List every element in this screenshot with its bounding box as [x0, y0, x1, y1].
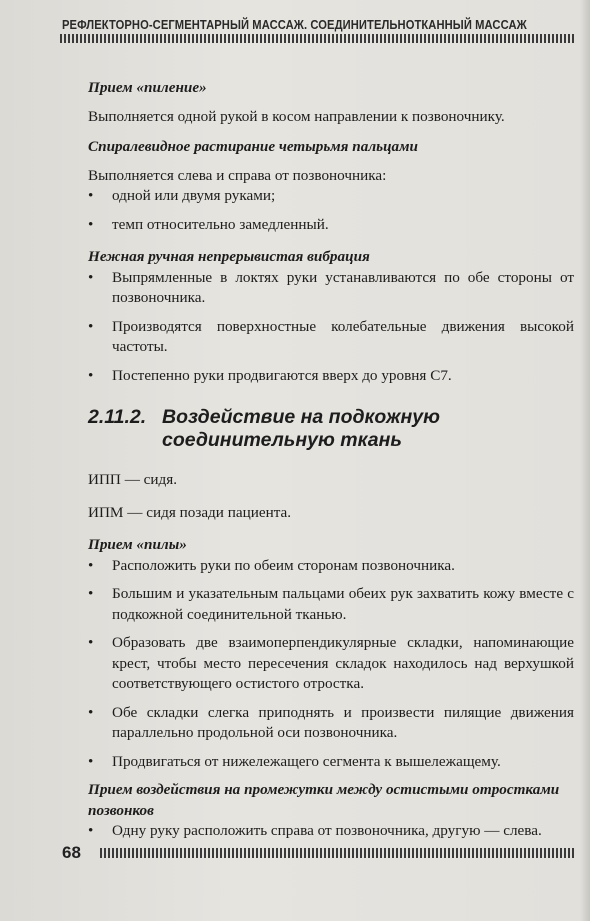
bullet-list: [88, 268, 574, 387]
list-item: • Расположить руки по обеим сторонам позвоночника.: [88, 556, 574, 577]
bullet-list: [88, 556, 574, 773]
page-content: [88, 78, 574, 842]
section-title: Воздействие на подкожную соединительную ткань: [162, 406, 440, 451]
page-spine-shadow: [580, 0, 590, 921]
list-item: • Одну руку расположить справа от позвоночника, другую — слева.: [88, 821, 574, 842]
list-item: • темп относительно замедленный.: [88, 215, 574, 236]
list-item: • Обе складки слегка приподнять и произвести пилящие движения параллельно продольной оси позвоночника.: [88, 703, 574, 744]
page-number: 68: [62, 843, 81, 862]
footer-rule: [100, 848, 574, 858]
paragraph-ipm: ИПМ — сидя позади пациента.: [88, 503, 292, 521]
section-number: 2.11.2.: [88, 406, 147, 428]
paragraph-ipp: ИПП — сидя.: [88, 471, 178, 488]
header-rule: [60, 34, 574, 43]
subheading-spiral-rubbing: Спиралевидное растирание четырьмя пальцами: [88, 138, 418, 155]
bullet-list: [88, 186, 574, 235]
list-item: • Образовать две взаимоперпендикулярные складки, напоминающие крест, чтобы место пересечения складок находилось над верхушкой соответствующего остистого отростка.: [88, 633, 574, 695]
subheading-intervals: Прием воздействия на промежутки между остистыми отростками позвонков: [88, 781, 560, 819]
paragraph: Выполняется слева и справа от позвоночника:: [88, 166, 387, 184]
list-item: • Большим и указательным пальцами обеих рук захватить кожу вместе с подкожной соединительной тканью.: [88, 584, 574, 625]
list-item: • Производятся поверхностные колебательные движения высокой частоты.: [88, 317, 574, 358]
running-header: РЕФЛЕКТОРНО-СЕГМЕНТАРНЫЙ МАССАЖ. СОЕДИНИТЕЛЬНОТКАННЫЙ МАССАЖ: [62, 17, 527, 32]
paragraph: Выполняется одной рукой в косом направлении к позвоночнику.: [88, 107, 505, 125]
list-item: • одной или двумя руками;: [88, 186, 574, 207]
list-item: • Постепенно руки продвигаются вверх до уровня С7.: [88, 366, 574, 387]
subheading-pilenie: Прием «пиление»: [88, 79, 207, 96]
section-heading: [88, 406, 574, 452]
subheading-vibration: Нежная ручная непрерывистая вибрация: [88, 248, 370, 265]
subheading-pily: Прием «пилы»: [88, 536, 187, 553]
list-item: • Выпрямленные в локтях руки устанавливаются по обе стороны от позвоночника.: [88, 268, 574, 309]
bullet-list: [88, 821, 574, 842]
list-item: • Продвигаться от нижележащего сегмента к вышележащему.: [88, 752, 574, 773]
